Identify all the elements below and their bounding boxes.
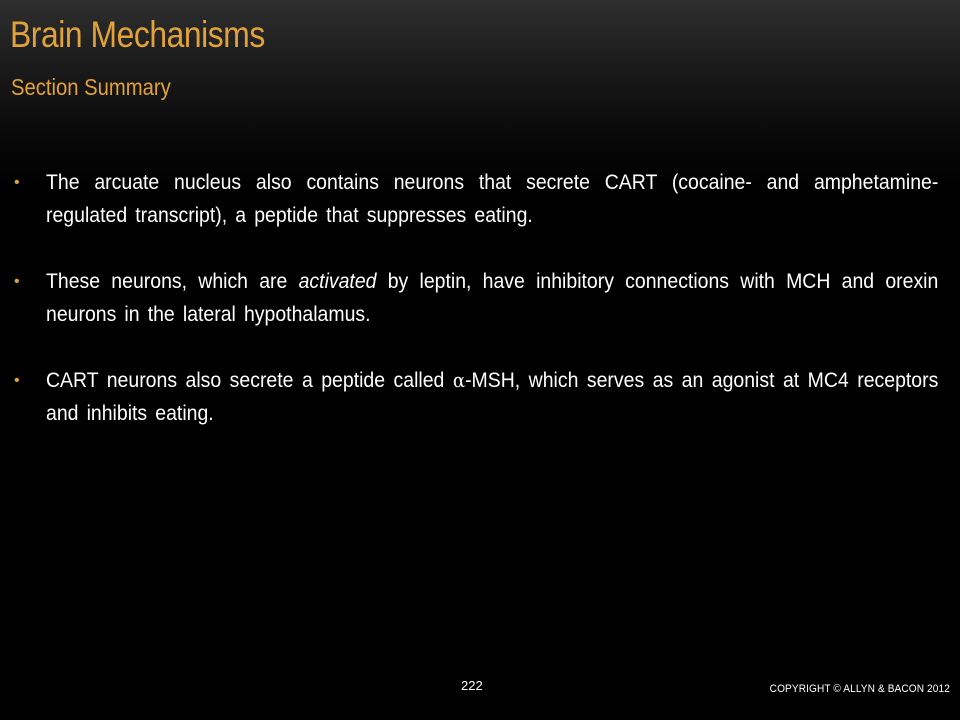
bullet-text-before: CART neurons also secrete a peptide called <box>46 368 453 392</box>
bullet-text-emphasis: activated <box>298 269 377 293</box>
bullet-item <box>14 166 954 232</box>
bullet-text-after: by leptin, have inhibitory connections with MCH and orexin neurons in the lateral hypothalamus. <box>46 269 939 326</box>
bullet-item <box>14 364 954 430</box>
bullet-dot-icon: • <box>14 273 20 290</box>
bullet-text-after: -MSH, which serves as an agonist at MC4 receptors and inhibits eating. <box>46 368 939 425</box>
slide-title: Brain Mechanisms <box>10 14 265 55</box>
copyright-notice: COPYRIGHT © ALLYN & BACON 2012 <box>769 683 950 695</box>
bullet-list <box>14 166 954 463</box>
bullet-text-content: The arcuate nucleus also contains neurons that secrete CART (cocaine- and amphetamine-regulated transcript), a peptide that suppresses eating. <box>46 170 939 227</box>
alpha-symbol: α <box>452 368 466 392</box>
bullet-dot-icon: • <box>14 174 20 191</box>
page-number: 222 <box>461 678 483 693</box>
bullet-text <box>46 364 938 430</box>
bullet-text <box>46 166 938 232</box>
slide-subtitle: Section Summary <box>11 74 171 100</box>
bullet-text <box>46 265 938 331</box>
bullet-text-before: These neurons, which are <box>46 269 299 293</box>
bullet-dot-icon: • <box>14 372 20 389</box>
bullet-item <box>14 265 954 331</box>
